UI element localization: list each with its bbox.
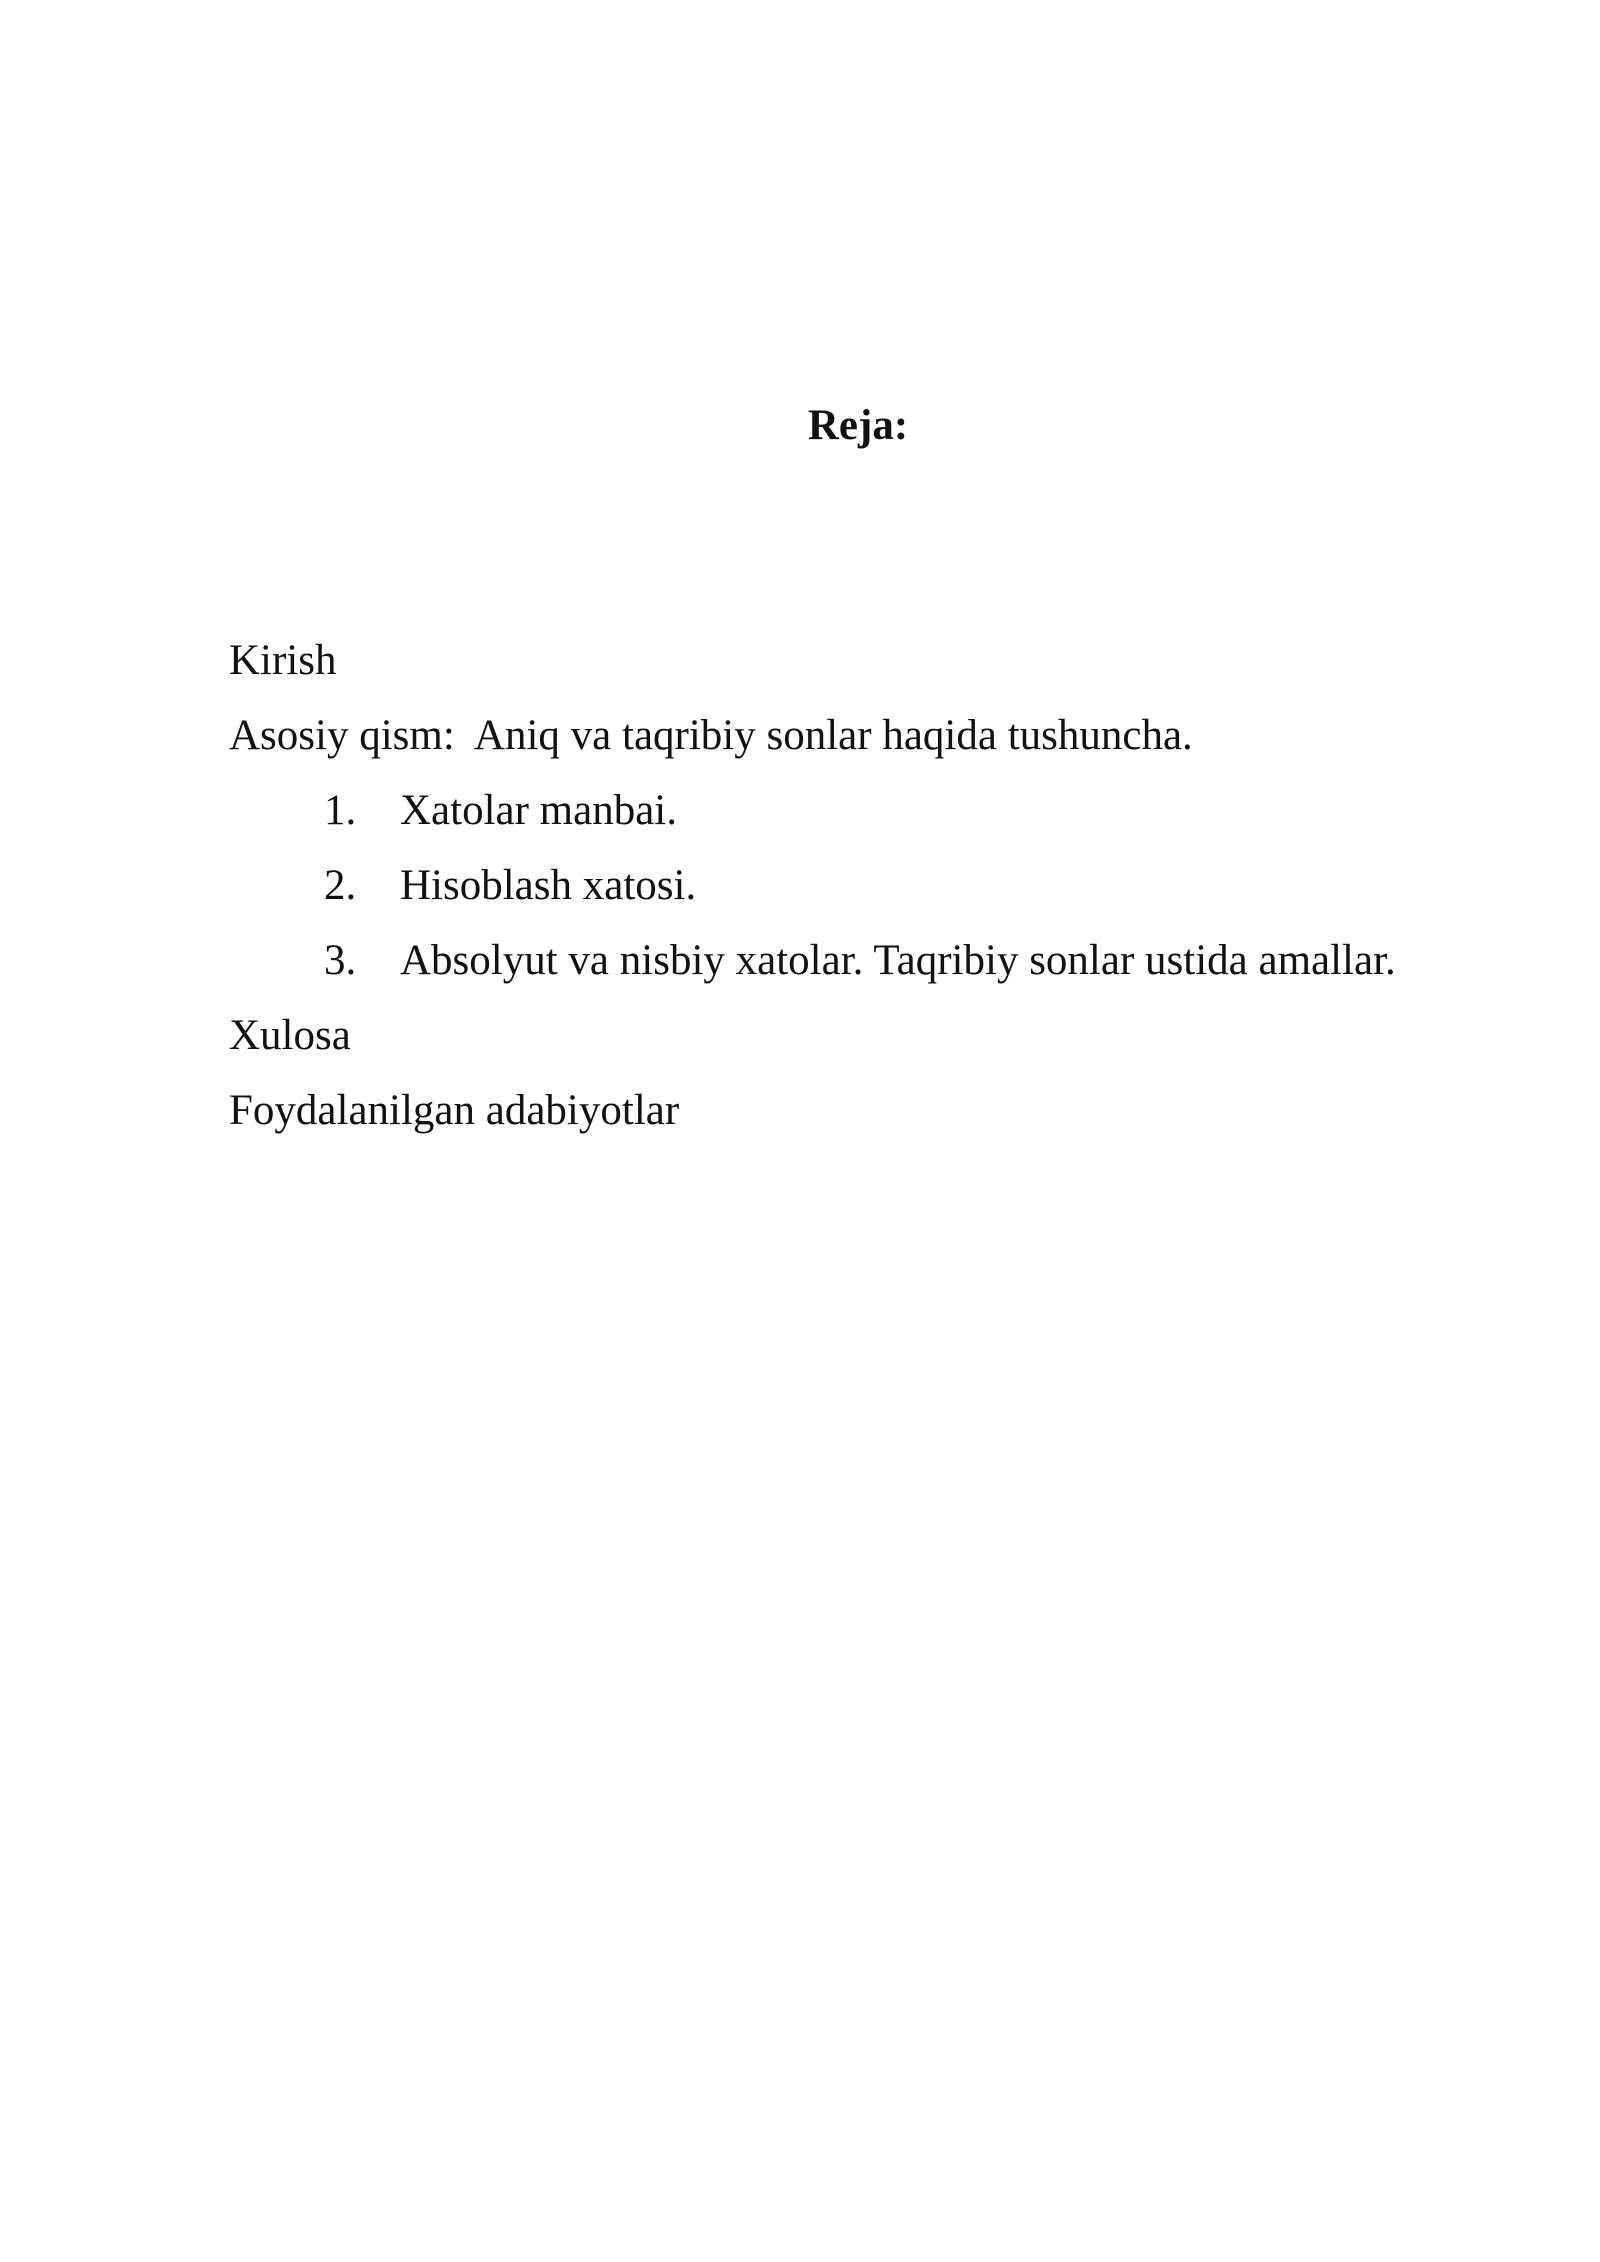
intro-line: Kirish [229,637,337,684]
list-item-text: Absolyut va nisbiy xatolar. Taqribiy sonlar ustida amallar. [400,937,1396,984]
page-title: Reja: [807,402,909,449]
plan-content [229,623,1429,1148]
conclusion-line: Xulosa [229,1012,351,1059]
list-item-number: 2. [324,862,357,909]
main-part-line: Asosiy qism: Aniq va taqribiy sonlar haqida tushuncha. [229,712,1193,759]
references-line: Foydalanilgan adabiyotlar [229,1087,680,1134]
list-item-number: 3. [324,937,357,984]
list-item [229,923,1429,998]
list-item [229,848,1429,923]
list-item-text: Hisoblash xatosi. [400,862,697,909]
list-item-text: Xatolar manbai. [400,787,678,834]
list-item-number: 1. [324,787,357,834]
list-item [229,773,1429,848]
